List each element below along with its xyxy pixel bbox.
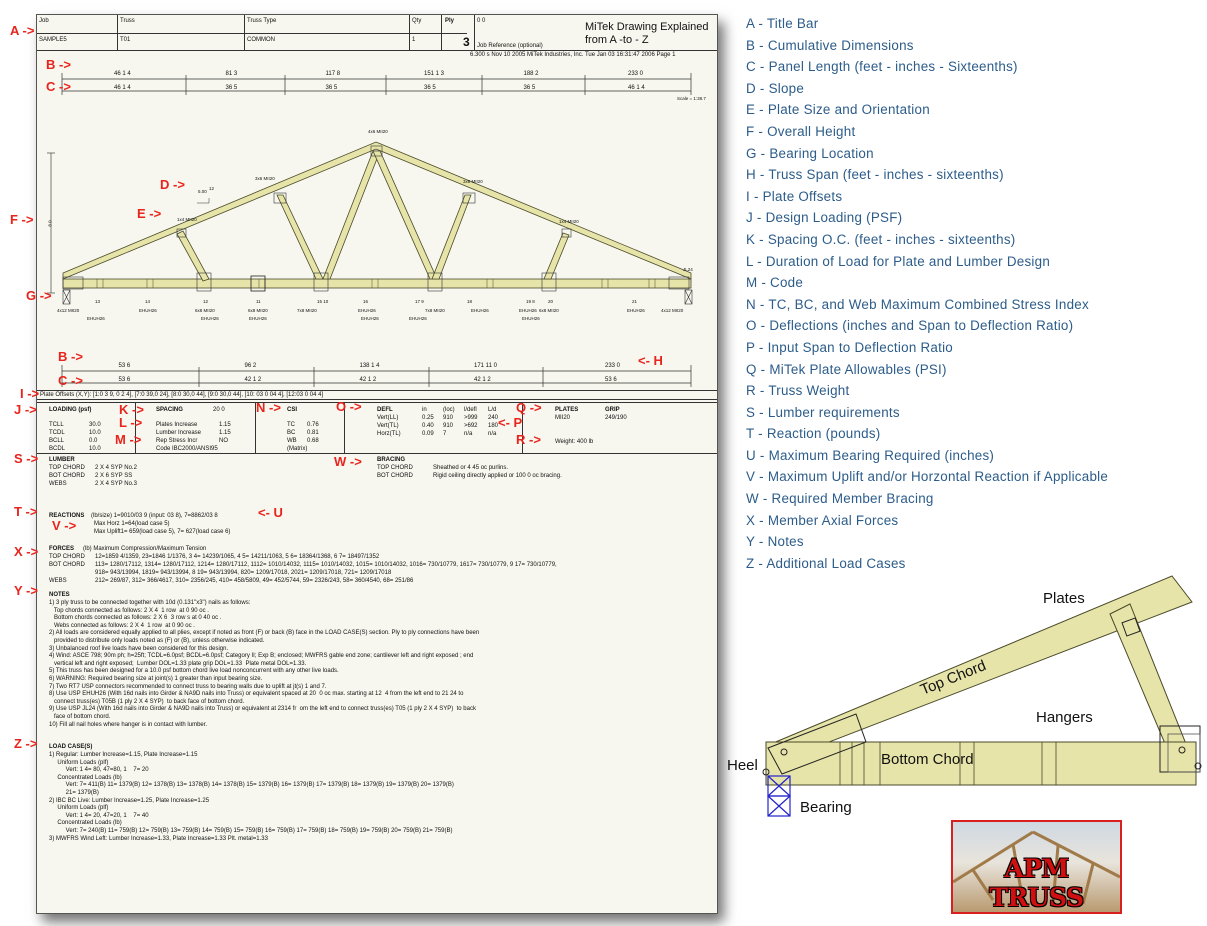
callout-marker-a: A ->	[10, 23, 35, 38]
truss-drawing-sheet	[36, 14, 718, 914]
cumulative-dimension-bottom: 53 6	[118, 363, 131, 369]
loading-row-label: BCLL	[49, 438, 65, 444]
load-case-line: 1) Regular: Lumber Increase=1.15, Plate Increase=1.15	[49, 752, 198, 758]
title-bar	[37, 15, 717, 51]
cumulative-dimension: 46 1 4	[114, 71, 131, 77]
ply-label: Ply	[445, 18, 455, 24]
plate-right-a-label: 3x6 MII20	[463, 179, 483, 184]
csi-title: CSI	[287, 407, 298, 413]
csi-row-label: (Matrix)	[287, 446, 308, 452]
load-case-line: 3) MWFRS Wind Left: Lumber Increase=1.33, Plate Increase=1.33 Plt. metal=1.33	[49, 835, 268, 842]
note-line: 8) Use USP EHUH26 (With 16d nails into Girder & NA9D nails into Truss) or equivalent spaced at 20 0 oc max. starting at 12 4 from the left end to 21 24 to	[49, 691, 464, 698]
defl-header: (loc)	[443, 407, 455, 413]
joint-number: 13	[95, 299, 101, 304]
hanger-plate-label: 6x8 MII20	[539, 308, 559, 313]
loading-row-value: 10.0	[89, 430, 101, 436]
lumber-row-value: 2 X 6 SYP SS	[95, 473, 133, 479]
callout-marker-n: N ->	[256, 400, 281, 415]
load-case-line: Uniform Loads (plf)	[49, 759, 109, 766]
plate-right-b-label: 1x4 MII20	[559, 219, 579, 224]
slope-run-label: 12	[209, 186, 215, 191]
legend-item: T - Reaction (pounds)	[746, 426, 881, 442]
hanger-label: EHUH26	[201, 316, 219, 321]
heel-hanger-label: JL24	[683, 267, 693, 272]
diagram-label-top-chord: Top Chord	[918, 657, 989, 699]
diagram-label-heel: Heel	[727, 757, 758, 774]
load-case-line: Uniform Loads (plf)	[49, 805, 109, 812]
plates-title: PLATES	[555, 407, 579, 413]
qty-value: 1	[412, 37, 416, 43]
callout-marker-r: R ->	[516, 432, 541, 447]
hanger-label: EHUH26	[522, 316, 540, 321]
load-case-line: Vert: 7= 240(B) 11= 759(B) 12= 759(B) 13= 759(B) 14= 759(B) 15= 759(B) 16= 759(B) 17= 759(B) 18= 759(B) 19= 759(B) 20= 759(B) 21= 759(B)	[49, 828, 453, 834]
legend-item: B - Cumulative Dimensions	[746, 37, 914, 53]
spacing-row-label: Rep Stress Incr	[156, 438, 198, 444]
load-cases-title: LOAD CASE(S)	[49, 744, 93, 750]
loading-row-label: TCDL	[49, 430, 65, 436]
spacing-title: SPACING	[156, 407, 183, 413]
joint-number: 20	[548, 299, 554, 304]
callout-marker-q: Q ->	[516, 400, 542, 415]
legend-item: R - Truss Weight	[746, 383, 850, 399]
job-reference: Job Reference (optional)	[477, 43, 543, 49]
diagram-label-plates: Plates	[1043, 590, 1085, 607]
legend-item: O - Deflections (inches and Span to Deflection Ratio)	[746, 318, 1074, 334]
legend-item: F - Overall Height	[746, 123, 856, 139]
note-line: vertical left and right exposed; Lumber DOL=1.33 plate grip DOL=1.33 Plate metal DOL=1.33.	[49, 660, 307, 667]
bracing-row-label: BOT CHORD	[377, 473, 413, 479]
lumber-row-label: WEBS	[49, 481, 67, 487]
joint-number: 17 9	[415, 299, 424, 304]
cumulative-dimension: 233 0	[628, 71, 644, 77]
callout-marker-c2: C ->	[58, 373, 83, 388]
legend-item: A - Title Bar	[746, 16, 819, 31]
load-case-line: Vert: 1 4= 80, 47=80, 1 7= 20	[49, 767, 149, 774]
notes-title: NOTES	[49, 592, 70, 598]
joint-number: 12	[203, 299, 209, 304]
panel-length: 36 5	[225, 85, 238, 91]
bracing-row-value: Rigid ceiling directly applied or 100 0 oc bracing.	[433, 473, 562, 479]
grip-title: GRIP	[605, 407, 620, 413]
callout-marker-s: S ->	[14, 451, 39, 466]
hanger-label: EHUH26	[361, 316, 379, 321]
hanger-plate-label: EHUH26	[519, 308, 537, 313]
loading-row-value: 10.0	[89, 446, 101, 452]
reactions-title: REACTIONS	[49, 513, 85, 519]
csi-row-value: 0.76	[307, 422, 319, 428]
hanger-plate-label: 6x8 MII20	[195, 308, 215, 313]
legend-item: L - Duration of Load for Plate and Lumber Design	[746, 253, 1051, 269]
defl-row-label: Vert(LL)	[377, 415, 399, 421]
cumulative-dimension-bottom: 171 11 0	[474, 363, 497, 369]
hanger-label: EHUH26	[249, 316, 267, 321]
truss-type-value: COMMON	[247, 37, 275, 43]
callout-marker-e: E ->	[137, 206, 162, 221]
callout-marker-x: X ->	[14, 544, 39, 559]
legend-item: S - Lumber requirements	[746, 404, 900, 420]
hanger-label: EHUH26	[409, 316, 427, 321]
logo-text: APM TRUSS	[989, 854, 1084, 912]
note-line: 4) Wind: ASCE 798; 90m ph; h=25ft; TCDL=6.0psf; BCDL=6.0psf; Category II; Exp B; enclosed; MWFRS gable end zone; cantilever left and right exposed ; end	[49, 653, 474, 660]
defl-row-value: n/a	[464, 431, 473, 437]
defl-row-value: 0.40	[422, 423, 434, 429]
lumber-row-value: 2 X 4 SYP No.3	[95, 481, 137, 487]
csi-row-label: WB	[287, 438, 297, 444]
load-case-line: Concentrated Loads (lb)	[49, 774, 122, 781]
hanger-plate-label: 7x8 MII20	[297, 308, 317, 313]
cumulative-dimension-bottom: 96 2	[244, 363, 257, 369]
defl-header: in	[422, 407, 427, 413]
panel-length-bottom: 53 6	[605, 377, 617, 383]
hanger-plate-label: 4x12 MII20	[57, 308, 80, 313]
reference-top: 0 0	[477, 18, 486, 24]
joint-number: 14	[145, 299, 151, 304]
cumulative-dimension: 117 8	[325, 71, 341, 77]
callout-marker-m: M ->	[115, 432, 142, 447]
loading-title: LOADING (psf)	[49, 407, 92, 413]
legend-item: J - Design Loading (PSF)	[746, 210, 903, 226]
defl-row-label: Horz(TL)	[377, 431, 401, 437]
legend-item: Y - Notes	[746, 534, 804, 550]
callout-marker-j: J ->	[14, 402, 37, 417]
callout-marker-k: K ->	[119, 402, 144, 417]
csi-row-value: 0.81	[307, 430, 319, 436]
csi-row-label: TC	[287, 422, 295, 428]
apex-plate-label: 4x6 MII20	[368, 129, 388, 134]
reactions-line1: (lb/size) 1=9010/03 9 (input: 03 8), 7=8862/03 8	[91, 513, 218, 519]
defl-row-value: 0.25	[422, 415, 434, 421]
grip-value: 249/190	[605, 415, 627, 421]
plate-left-a-label: 3x6 MII20	[255, 176, 275, 181]
cumulative-dimension: 81 3	[225, 71, 238, 77]
callout-marker-y: Y ->	[14, 583, 38, 598]
callout-marker-d: D ->	[160, 177, 185, 192]
spacing-row-value: 1.15	[219, 422, 231, 428]
callout-marker-i: I ->	[20, 386, 40, 401]
note-line: 7) Two RT7 USP connectors recommended to connect truss to bearing walls due to uplift at jt(s) 1 and 7.	[49, 683, 327, 690]
note-line: 3) Unbalanced roof live loads have been considered for this design.	[49, 645, 229, 652]
defl-title: DEFL	[377, 407, 393, 413]
panel-length: 46 1 4	[114, 85, 131, 91]
software-version: 6.300 s Nov 10 2005 MiTek Industries, Inc. Tue Jan 03 16:31:47 2006 Page 1	[470, 52, 676, 58]
callout-marker-b: B ->	[46, 57, 71, 72]
lumber-row-value: 2 X 4 SYP No.2	[95, 465, 137, 471]
spacing-row-label: Code IBC2000/ANSI95	[156, 446, 218, 452]
forces-row-label: BOT CHORD	[49, 562, 85, 568]
forces-row-value: 212= 269/87, 312= 366/4617, 310= 2356/245, 410= 458/5809, 49= 452/5744, 59= 2326/243, 58= 360/4540, 68= 251/86	[95, 578, 414, 584]
forces-row-label: TOP CHORD	[49, 554, 85, 560]
loading-row-label: BCDL	[49, 446, 66, 452]
spacing-row-label: Plates Increase	[156, 422, 198, 428]
joint-number: 15 10	[317, 299, 329, 304]
drawing-title-line1: MiTek Drawing Explained	[585, 21, 709, 33]
truss-type-label: Truss Type	[247, 18, 277, 24]
diagram-label-bearing: Bearing	[800, 799, 852, 816]
diagram-label-hangers: Hangers	[1036, 709, 1093, 726]
job-label: Job	[39, 18, 49, 24]
loading-row-value: 30.0	[89, 422, 101, 428]
loading-row-label: TCLL	[49, 422, 64, 428]
defl-row-value: >999	[464, 415, 478, 421]
hanger-label: EHUH26	[87, 316, 105, 321]
truss-elevation	[37, 133, 717, 333]
note-line: Bottom chords connected as follows: 2 X 6 3 row s at 0 40 oc .	[49, 615, 222, 622]
heel-detail-diagram	[752, 574, 1207, 824]
panel-length-bottom: 53 6	[118, 377, 131, 383]
drawing-title-line2: from A -to - Z	[585, 34, 649, 46]
legend-item: V - Maximum Uplift and/or Horzontal Reaction if Applicable	[746, 469, 1109, 485]
defl-row-value: 0.09	[422, 431, 434, 437]
csi-row-label: BC	[287, 430, 296, 436]
hanger-plate-label: 6x8 MII20	[248, 308, 268, 313]
legend-item: C - Panel Length (feet - inches - Sixteenths)	[746, 59, 1018, 75]
slope-label: 5.00	[198, 189, 207, 194]
legend-item: G - Bearing Location	[746, 145, 874, 161]
note-line: connect truss(es) T05B (1 ply 2 X 4 SYP) to back face of bottom chord.	[49, 698, 245, 705]
hanger-plate-label: EHUH26	[358, 308, 376, 313]
cumulative-dimension: 151 1 3	[424, 71, 445, 77]
defl-header: l/defl	[464, 407, 477, 413]
panel-length: 36 5	[523, 85, 536, 91]
note-line: 10) Fill all nail holes where hanger is in contact with lumber.	[49, 721, 208, 728]
spacing-row-label: Lumber Increase	[156, 430, 202, 436]
load-case-line: Vert: 1 4= 20, 47=20, 1 7= 40	[49, 812, 149, 819]
callout-marker-f: F ->	[10, 212, 34, 227]
note-line: 6) WARNING: Required bearing size at joint(s) 1 greater than input bearing size.	[49, 676, 263, 682]
note-line: Top chords connected as follows: 2 X 4 1 row at 0 90 oc .	[49, 607, 209, 614]
spacing-row-value: NO	[219, 438, 228, 444]
joint-number: 21	[632, 299, 638, 304]
legend-item: K - Spacing O.C. (feet - inches - sixteenths)	[746, 231, 1016, 247]
note-line: face of bottom chord.	[49, 714, 111, 720]
cumulative-dimension-bottom: 233 0	[605, 363, 621, 369]
panel-length: 36 5	[424, 85, 436, 91]
load-case-line: Concentrated Loads (lb)	[49, 820, 122, 827]
bracing-title: BRACING	[377, 457, 405, 463]
truss-weight: Weight: 400 lb	[555, 439, 594, 445]
callout-marker-u: <- U	[258, 505, 283, 520]
apm-truss-logo	[951, 820, 1122, 914]
defl-row-value: 910	[443, 423, 454, 429]
dimension-lines-top	[37, 67, 717, 99]
forces-row-value: 12=1859 4/1359, 23=1846 1/1376, 3 4= 14239/1065, 4 5= 14211/1063, 5 6= 18364/1368, 6 7= 18497/1352	[95, 554, 380, 560]
job-value: SAMPLE5	[39, 37, 67, 43]
callout-marker-o: O ->	[336, 399, 362, 414]
defl-row-value: 7	[443, 431, 447, 437]
qty-label: Qty	[412, 18, 422, 24]
note-line: Webs connected as follows: 2 X 4 1 row at 0 90 oc .	[49, 622, 195, 629]
defl-row-label: Vert(TL)	[377, 423, 399, 429]
callout-marker-c: C ->	[46, 79, 71, 94]
spacing-value: 20 0	[213, 407, 225, 413]
callout-marker-z: Z ->	[14, 736, 38, 751]
lumber-row-label: TOP CHORD	[49, 465, 85, 471]
forces-row-label: WEBS	[49, 578, 67, 584]
plate-left-b-label: 1x4 MII20	[177, 217, 197, 222]
bracing-row-value: Sheathed or 4 45 oc purlins.	[433, 465, 509, 471]
legend-item: P - Input Span to Deflection Ratio	[746, 339, 953, 355]
panel-length-bottom: 42 1 2	[474, 377, 491, 383]
callout-marker-p: <- P	[498, 415, 523, 430]
csi-row-value: 0.68	[307, 438, 319, 444]
joint-number: 16	[363, 299, 369, 304]
reactions-line3: Max Uplift1= 659(load case 5), 7= 627(load case 6)	[94, 529, 231, 535]
legend-item: Z - Additional Load Cases	[746, 555, 906, 571]
legend-item: I - Plate Offsets	[746, 188, 843, 204]
joint-number: 19 8	[526, 299, 535, 304]
legend-item: H - Truss Span (feet - inches - sixteenths)	[746, 167, 1004, 183]
legend-list	[746, 13, 1108, 574]
cumulative-dimension-bottom: 138 1 4	[359, 363, 380, 369]
spacing-row-value: 1.15	[219, 430, 231, 436]
legend-item: Q - MiTek Plate Allowables (PSI)	[746, 361, 947, 377]
loading-row-value: 0.0	[89, 438, 98, 444]
defl-header: L/d	[488, 407, 497, 413]
hanger-plate-label: 7x8 MII20	[425, 308, 445, 313]
load-case-line: 2) IBC BC Live: Lumber Increase=1.25, Plate Increase=1.25	[49, 797, 210, 804]
load-case-line: 21= 1379(B)	[49, 790, 99, 796]
bracing-row-label: TOP CHORD	[377, 465, 413, 471]
legend-item: W - Required Member Bracing	[746, 491, 934, 507]
drawing-scale: Scale = 1:38.7	[677, 96, 706, 101]
legend-item: U - Maximum Bearing Required (inches)	[746, 447, 995, 463]
hanger-plate-label: EHUH26	[471, 308, 489, 313]
forces-row-value: 918= 943/13994, 1819= 943/13994, 8 19= 943/13994, 820= 1209/17018, 2021= 1209/17018, 721= 1209/17018	[95, 570, 392, 576]
load-case-line: Vert: 7= 411(B) 11= 1379(B) 12= 1378(B) 13= 1378(B) 14= 1378(B) 15= 1379(B) 16= 1379(B) 17= 1379(B) 18= 1379(B) 19= 1379(B) 20= 1379(B)	[49, 782, 454, 789]
legend-item: N - TC, BC, and Web Maximum Combined Stress Index	[746, 296, 1089, 312]
joint-number: 18	[467, 299, 473, 304]
note-line: provided to distribute only loads noted as (F) or (B), unless otherwise indicated.	[49, 638, 265, 644]
legend-item: E - Plate Size and Orientation	[746, 102, 930, 118]
callout-marker-t: T ->	[14, 504, 38, 519]
plates-value: MII20	[555, 415, 571, 421]
truss-value: T01	[120, 37, 131, 43]
defl-row-value: >692	[464, 423, 478, 429]
cumulative-dimension: 188 2	[523, 71, 539, 77]
truss-label: Truss	[120, 18, 135, 24]
hanger-plate-label: 4x12 MII20	[661, 308, 684, 313]
ply-value: 3	[463, 35, 470, 49]
plate-offsets: Plate Offsets (X,Y): [1:0 3 9, 0 2 4], [7:0 39,0 24], [8:0 30,0 44], [9:0 30,0 44], [10: 03 0 04 4], [12:03 0 04 4]	[40, 392, 324, 398]
defl-row-value: 910	[443, 415, 454, 421]
hanger-plate-label: EHUH26	[139, 308, 157, 313]
panel-length-bottom: 42 1 2	[359, 377, 377, 383]
legend-item: X - Member Axial Forces	[746, 512, 899, 528]
callout-marker-v: V ->	[52, 518, 77, 533]
callout-marker-b2: B ->	[58, 349, 83, 364]
joint-number: 11	[256, 299, 261, 304]
hanger-plate-label: EHUH26	[627, 308, 645, 313]
defl-row-value: 180	[488, 423, 499, 429]
note-line: 1) 3 ply truss to be connected together with 10d (0.131"x3") nails as follows:	[49, 600, 251, 606]
overall-height-label: 8 0	[47, 220, 53, 227]
callout-marker-g: G ->	[26, 288, 52, 303]
legend-item: M - Code	[746, 275, 804, 291]
callout-marker-h: <- H	[638, 353, 663, 368]
reactions-line2: Max Horz 1=64(load case 5)	[94, 521, 170, 527]
legend-item: D - Slope	[746, 80, 805, 96]
callout-marker-l: L ->	[119, 415, 143, 430]
panel-length-bottom: 42 1 2	[244, 377, 262, 383]
note-line: 5) This truss has been designed for a 10.0 psf bottom chord live load nonconcurrent with any other live loads.	[49, 668, 339, 675]
note-line: 2) All loads are considered equally applied to all plies, except if noted as front (F) or back (B) face in the LOAD CASE(S) section. Ply to ply connections have been	[49, 630, 480, 637]
defl-row-value: n/a	[488, 431, 497, 437]
panel-length: 46 1 4	[628, 85, 645, 91]
note-line: 9) Use USP JL24 (With 16d nails into Girder & NA9D nails into Truss) or equivalent at 2314 fr om the left end to connect truss(es) T05 (1 ply 2 X 4 SYP) to back	[49, 706, 476, 713]
defl-row-value: 240	[488, 415, 499, 421]
lumber-row-label: BOT CHORD	[49, 473, 85, 479]
forces-subtitle: (lb) Maximum Compression/Maximum Tension	[83, 546, 207, 552]
lumber-title: LUMBER	[49, 457, 75, 463]
diagram-label-bottom-chord: Bottom Chord	[881, 751, 974, 768]
forces-title: FORCES	[49, 546, 75, 552]
forces-row-value: 113= 1280/17112, 1314= 1280/17112, 1214= 1280/17112, 1112= 1010/14032, 1115= 1010/14032, 1015= 1010/14032, 1016= 730/10779, 1617= 730/10779, 9 17= 730/10779,	[95, 562, 557, 568]
panel-length: 36 5	[325, 85, 338, 91]
callout-marker-w: W ->	[334, 454, 362, 469]
